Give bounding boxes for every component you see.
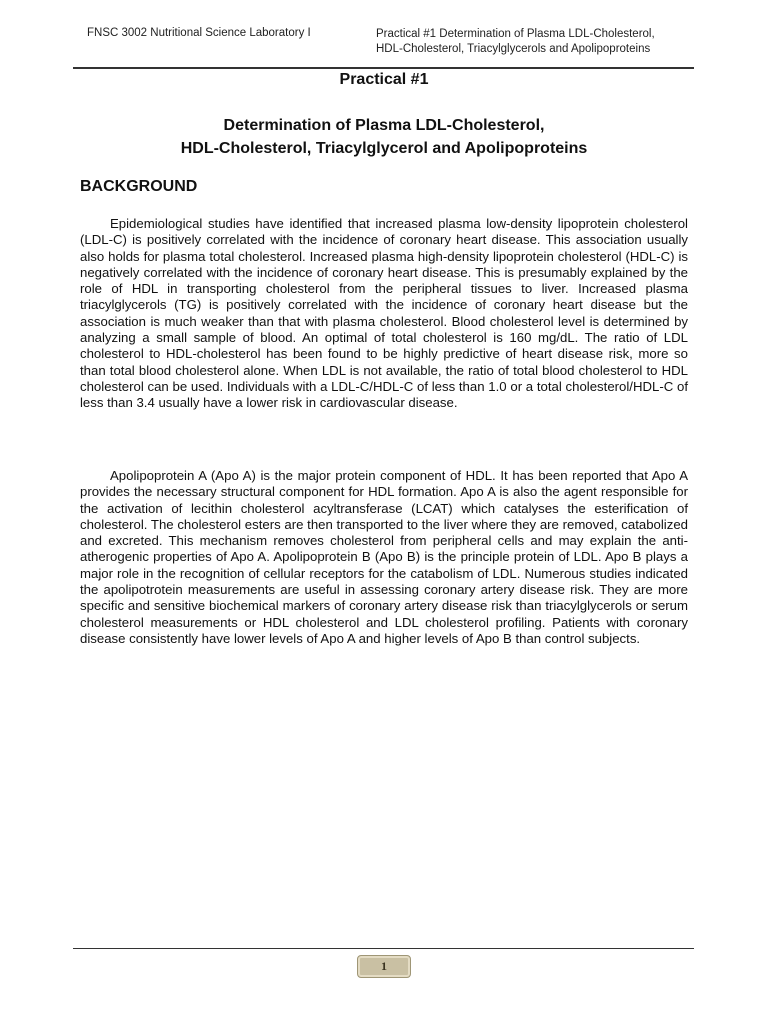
section-heading: BACKGROUND xyxy=(80,178,198,195)
header-course-title: FNSC 3002 Nutritional Science Laboratory I xyxy=(87,27,311,39)
document-title-line-2: HDL-Cholesterol, Triacylglycerol and Apolipoproteins xyxy=(180,140,588,157)
header-practical-title xyxy=(376,27,696,57)
document-title xyxy=(0,114,768,160)
page-number-badge: 1 xyxy=(357,955,411,978)
header-practical-line-2: HDL-Cholesterol, Triacylglycerols and Apolipoproteins xyxy=(376,43,651,55)
document-title-line-1: Determination of Plasma LDL-Cholesterol, xyxy=(223,117,545,134)
background-paragraph-2: Apolipoprotein A (Apo A) is the major protein component of HDL. It has been reported that Apo A provides the necessary structural component for HDL formation. Apo A is also the agent responsible for the activation of lecithin cholesterol acyltransferase (LCAT) which catalyses the esterification of cholesterol. The cholesterol esters are then transported to the liver where they are removed, catabolized and excreted. This mechanism removes cholesterol from peripheral cells and may explain the anti-atherogenic properties of Apo A. Apolipoprotein B (Apo B) is the principle protein of LDL. Apo B plays a major role in the recognition of cellular receptors for the catabolism of LDL. Numerous studies indicated the apolipotrotein measurements are useful in assessing coronary artery disease risk. They are more specific and sensitive biochemical markers of coronary artery disease risk than triacylglycerols or serum cholesterol measurements or HDL cholesterol and LDL cholesterol profiling. Patients with coronary disease consistently have lower levels of Apo A and higher levels of Apo B than control subjects. xyxy=(80,468,688,646)
background-paragraph-1: Epidemiological studies have identified that increased plasma low-density lipoprotein cholesterol (LDL-C) is positively correlated with the incidence of coronary heart disease. This association usually also holds for plasma total cholesterol. Increased plasma high-density lipoprotein cholesterol (HDL-C) is negatively correlated with the incidence of coronary heart disease. This is presumably explained by the role of HDL in transporting cholesterol from the peripheral tissues to liver. Increased plasma triacylglycerols (TG) is positively correlated with the incidence of coronary heart disease but the association is much weaker than that with plasma cholesterol. Blood cholesterol level is determined by analyzing a small sample of blood. An optimal of total cholesterol is 160 mg/dL. The ratio of LDL cholesterol to HDL-cholesterol has been found to be highly predictive of heart disease risk, more so than total blood cholesterol alone. When LDL is not available, the ratio of total blood cholesterol to HDL cholesterol can be used. Individuals with a LDL-C/HDL-C of less than 1.0 or a total cholesterol/HDL-C of less than 3.4 usually have a lower risk in cardiovascular disease. xyxy=(80,216,688,411)
header-practical-line-1: Practical #1 Determination of Plasma LDL-Cholesterol, xyxy=(376,28,655,40)
header-divider xyxy=(73,67,694,69)
footer-divider xyxy=(73,948,694,949)
practical-number-title: Practical #1 xyxy=(339,71,429,88)
